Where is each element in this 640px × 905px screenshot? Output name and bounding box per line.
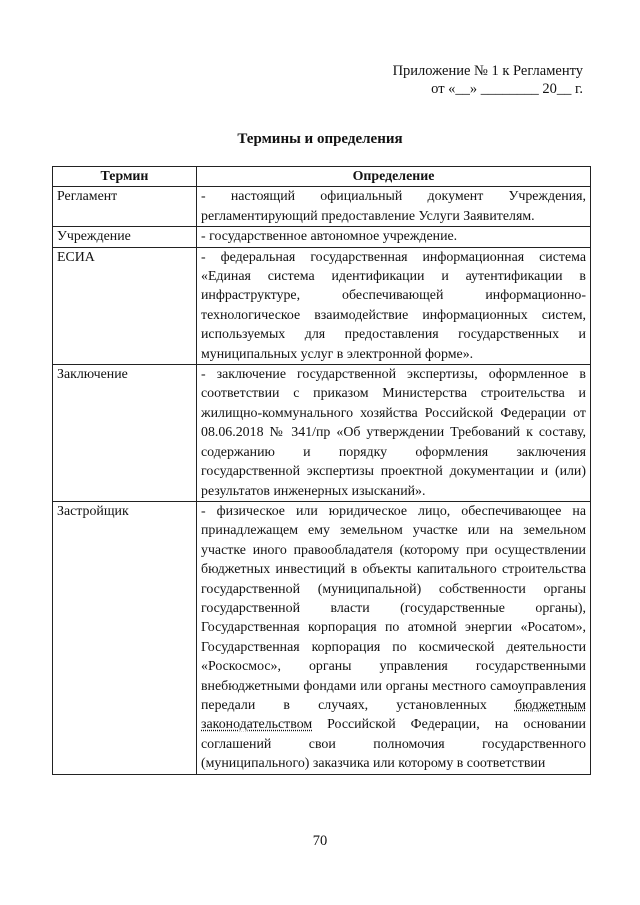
- term-cell: Регламент: [53, 187, 197, 227]
- table-header-row: [53, 167, 591, 187]
- definition-cell: - федеральная государственная информационная система «Единая система идентификации и аутентификации в инфраструктуре, обеспечивающей информационно-технологическое взаимодействие информационных систем, используемых для предоставления государственных и муниципальных услуг в электронной форме».: [197, 247, 591, 364]
- definition-cell: - государственное автономное учреждение.: [197, 227, 591, 247]
- terms-table: [52, 166, 591, 775]
- column-header-definition: Определение: [197, 167, 591, 187]
- table-row: [53, 365, 591, 502]
- table-row: [53, 247, 591, 364]
- definition-text: - физическое или юридическое лицо, обеспечивающее на принадлежащем ему земельном участке или на земельном участке иного правообладателя (которому при осуществлении бюджетных инвестиций в объекты капитального строительства государственной (муниципальной) собственности органы государственной власти (государственные органы), Государственная корпорация по атомной энергии «Росатом», Государственная корпорация по космической деятельности «Роскосмос», органы управления государственными внебюджетными фондами или органы местного самоуправления передали в случаях, установленных: [201, 503, 586, 713]
- definition-cell: - настоящий официальный документ Учреждения, регламентирующий предоставление Услуги Заявителям.: [197, 187, 591, 227]
- budget-legislation-link[interactable]: бюджетным законодательством: [201, 697, 586, 733]
- term-cell: Заключение: [53, 365, 197, 502]
- page-title: Термины и определения: [237, 131, 403, 147]
- appendix-reference: [393, 62, 583, 98]
- table-row: [53, 501, 591, 774]
- definition-text-continued: Российской Федерации, на основании соглашений свои полномочия государственного (муниципального) заказчика или которому в соответствии: [201, 717, 586, 772]
- table-row: [53, 227, 591, 247]
- appendix-line-2: от «__» ________ 20__ г.: [431, 81, 583, 97]
- appendix-line-1: Приложение № 1 к Регламенту: [392, 63, 583, 79]
- definition-cell: [197, 501, 591, 774]
- definition-cell: - заключение государственной экспертизы, оформленное в соответствии с приказом Министерства строительства и жилищно-коммунального хозяйства Российской Федерации от 08.06.2018 № 341/пр «Об утверждении Требований к составу, содержанию и порядку оформления заключения государственной экспертизы проектной документации и (или) результатов инженерных изысканий».: [197, 365, 591, 502]
- term-cell: ЕСИА: [53, 247, 197, 364]
- column-header-term: Термин: [53, 167, 197, 187]
- page-number: 70: [312, 833, 328, 849]
- term-cell: Застройщик: [53, 501, 197, 774]
- table-row: [53, 187, 591, 227]
- term-cell: Учреждение: [53, 227, 197, 247]
